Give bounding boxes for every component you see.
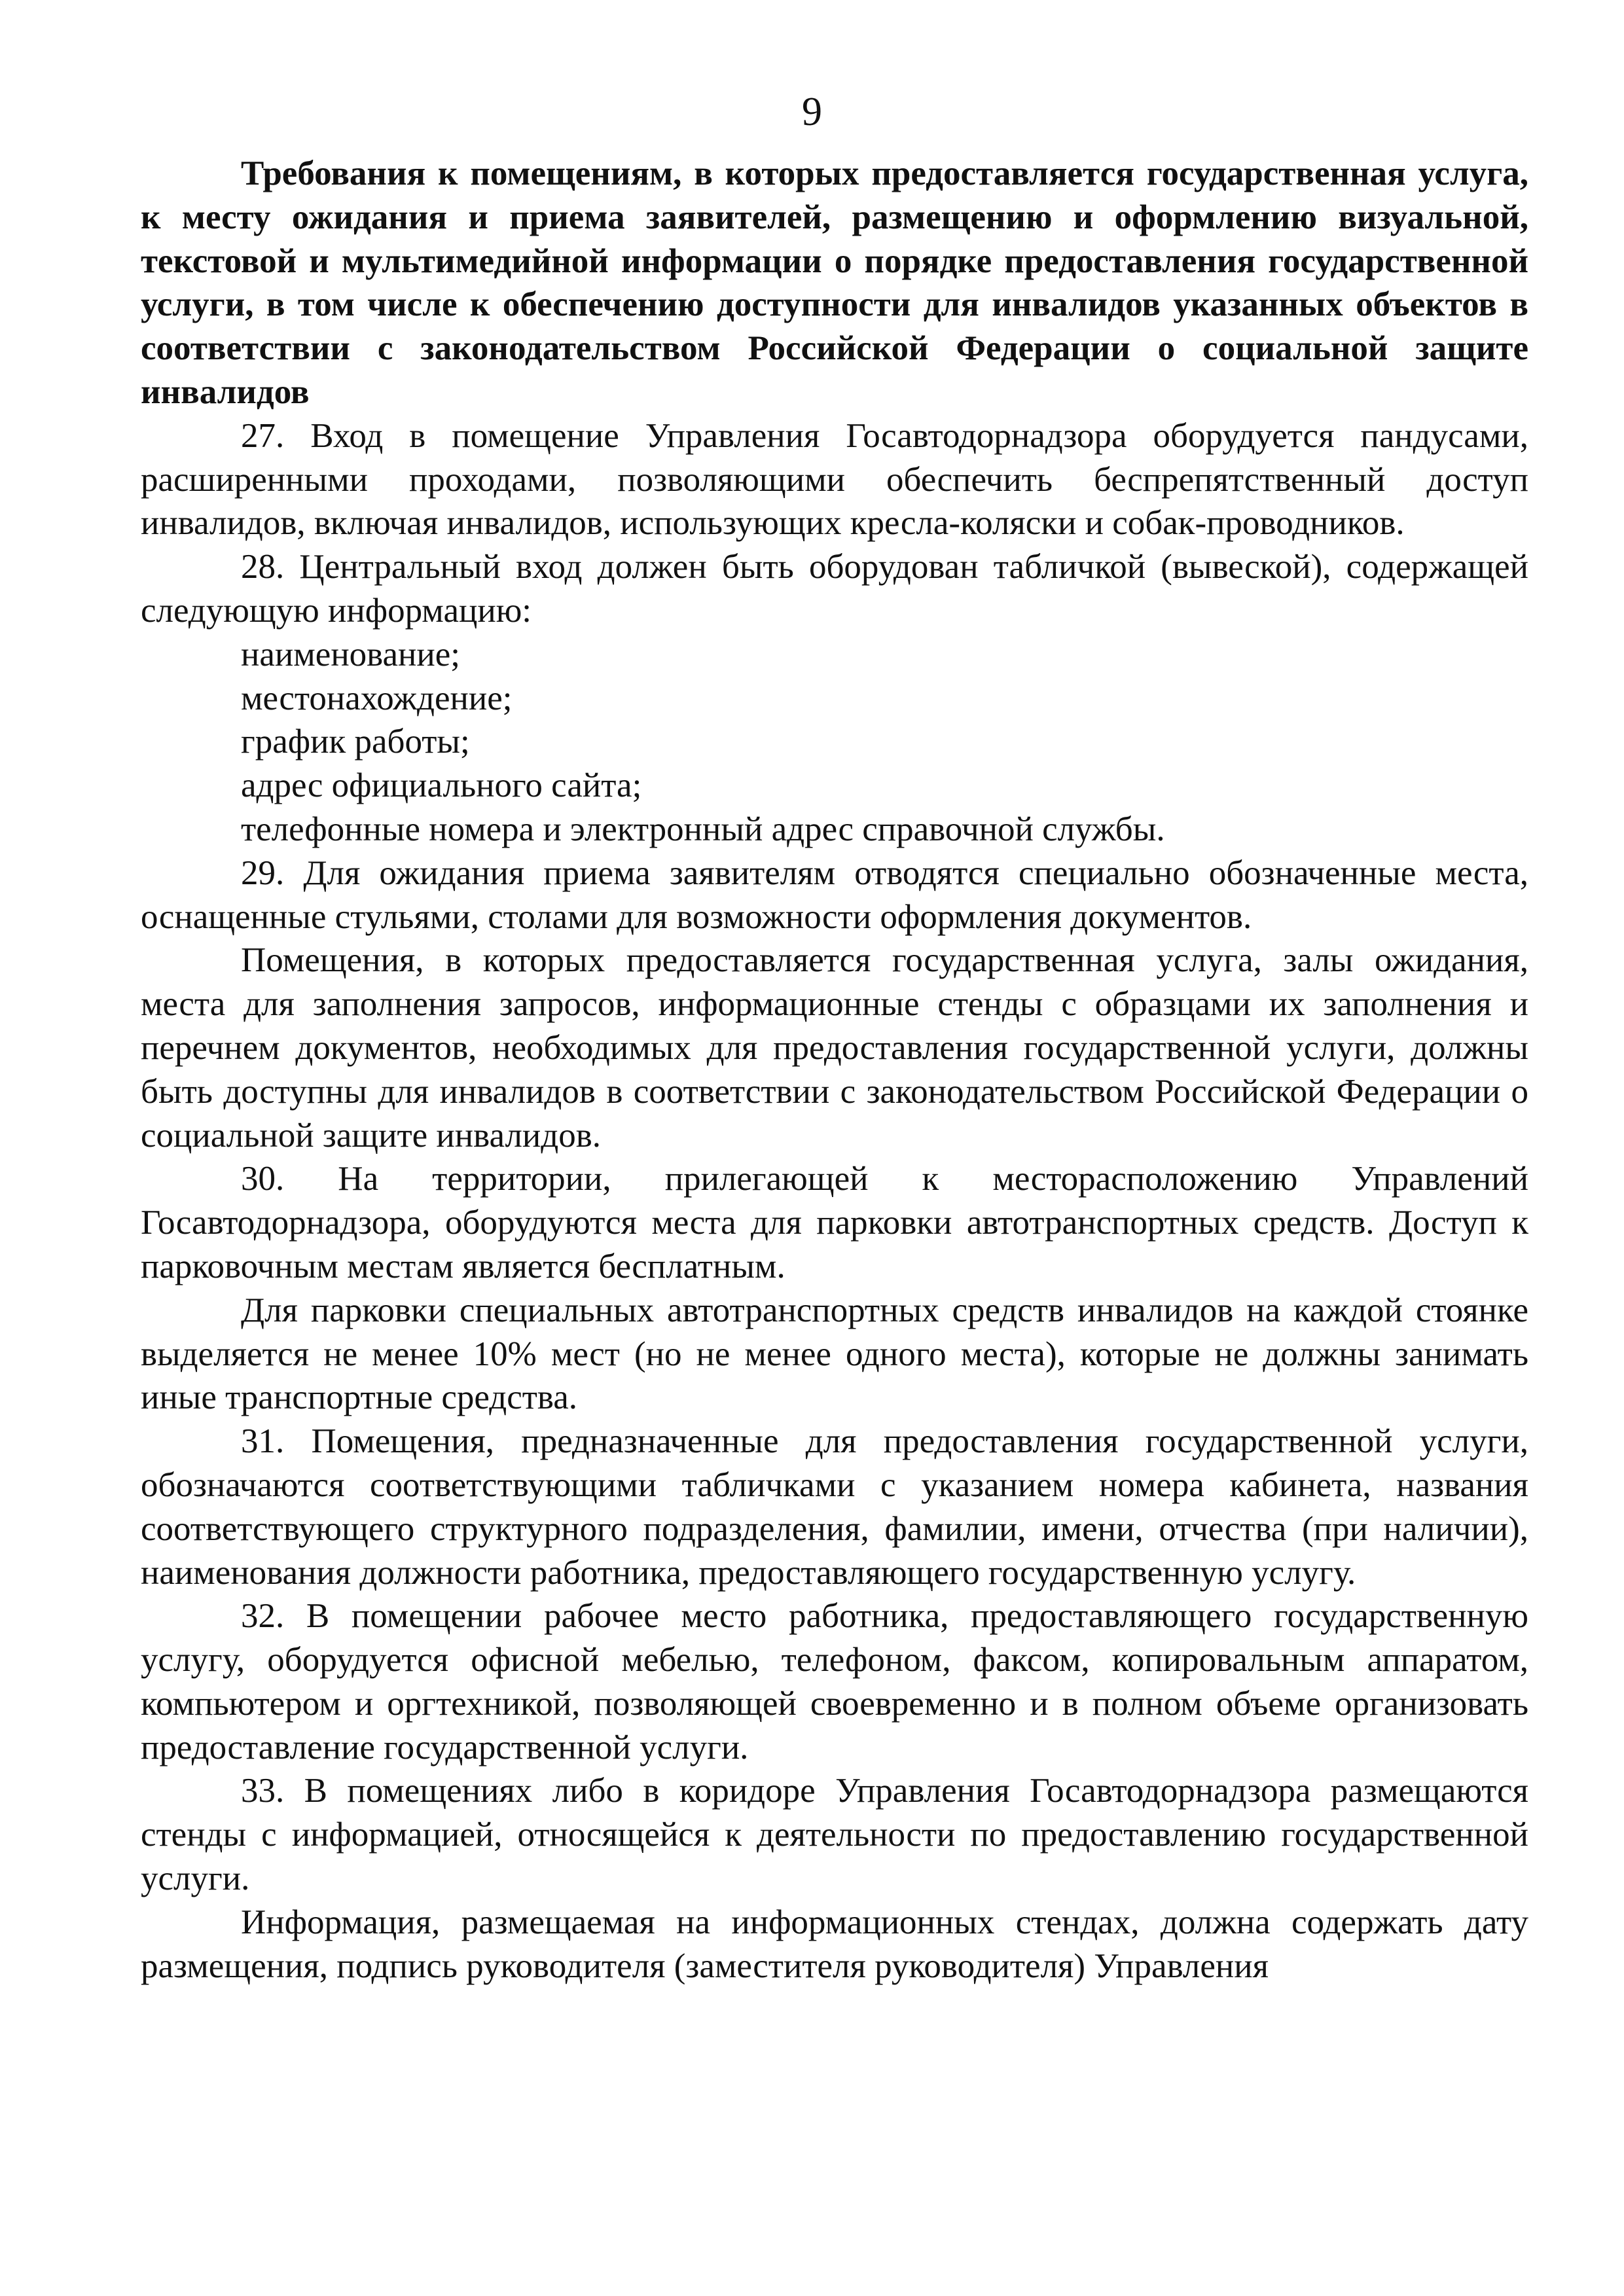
paragraph-29: 29. Для ожидания приема заявителям отводятся специально обозначенные места, оснащенные стульями, столами для возможности оформления документов. [141, 853, 1528, 936]
paragraph-30-continued: Для парковки специальных автотранспортных средств инвалидов на каждой стоянке выделяется не менее 10% мест (но не менее одного места), которые не должны занимать иные транспортные средства. [141, 1291, 1528, 1417]
paragraph-32: 32. В помещении рабочее место работника, предоставляющего государственную услугу, оборудуется офисной мебелью, телефоном, факсом, копировальным аппаратом, компьютером и оргтехникой, позволяющей своевременно и в полном объеме организовать предоставление государственной услуги. [141, 1597, 1528, 1767]
page-number: 9 [802, 90, 822, 134]
paragraph-29-continued: Помещения, в которых предоставляется государственная услуга, залы ожидания, места для заполнения запросов, информационные стенды с образцами их заполнения и перечнем документов, необходимых для предоставления государственной услуги, должны быть доступны для инвалидов в соответствии с законодательством Российской Федерации о социальной защите инвалидов. [141, 941, 1528, 1155]
paragraph-33-continued: Информация, размещаемая на информационных стендах, должна содержать дату размещения, подпись руководителя (заместителя руководителя) Управления [141, 1903, 1528, 1985]
page-content [141, 152, 1528, 1988]
paragraph-33: 33. В помещениях либо в коридоре Управления Госавтодорнадзора размещаются стенды с информацией, относящейся к деятельности по предоставлению государственной услуги. [141, 1772, 1528, 1898]
list-item-schedule: график работы; [241, 723, 470, 761]
paragraph-30: 30. На территории, прилегающей к месторасположению Управлений Госавтодорнадзора, оборудуются места для парковки автотранспортных средств. Доступ к парковочным местам является бесплатным. [141, 1160, 1528, 1285]
paragraph-27: 27. Вход в помещение Управления Госавтодорнадзора оборудуется пандусами, расширенными проходами, позволяющими обеспечить беспрепятственный доступ инвалидов, включая инвалидов, использующих кресла-коляски и собак-проводников. [141, 416, 1528, 543]
paragraph-31: 31. Помещения, предназначенные для предоставления государственной услуги, обозначаются соответствующими табличками с указанием номера кабинета, названия соответствующего структурного подразделения, фамилии, имени, отчества (при наличии), наименования должности работника, предоставляющего государственную услугу. [141, 1422, 1528, 1592]
list-item-website: адрес официального сайта; [241, 766, 642, 805]
list-item-contacts: телефонные номера и электронный адрес справочной службы. [241, 810, 1165, 848]
section-heading: Требования к помещениям, в которых предоставляется государственная услуга, к месту ожидания и приема заявителей, размещению и оформлению визуальной, текстовой и мультимедийной информации о порядке предоставления государственной услуги, в том числе к обеспечению доступности для инвалидов указанных объектов в соответствии с законодательством Российской Федерации о социальной защите инвалидов [141, 154, 1528, 411]
paragraph-28: 28. Центральный вход должен быть оборудован табличкой (вывеской), содержащей следующую информацию: [141, 548, 1528, 630]
list-item-name: наименование; [241, 635, 461, 673]
list-item-location: местонахождение; [241, 679, 513, 717]
